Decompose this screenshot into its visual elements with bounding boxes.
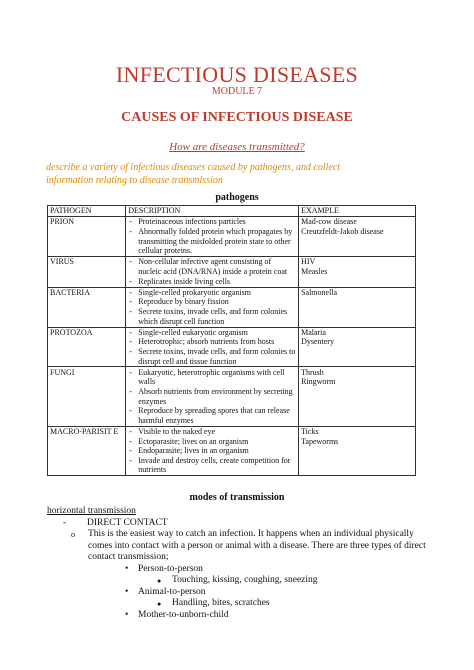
column-header-example: EXAMPLE: [299, 206, 416, 217]
table-header-row: [48, 206, 416, 217]
description-item: - Single-celled eukaryotic organism: [128, 328, 296, 338]
module-label: MODULE 7: [211, 86, 263, 97]
dot-marker: ●: [157, 577, 162, 585]
description-item: - Eukaryotic, heterotrophic organisms with cell walls: [128, 368, 296, 387]
pathogen-examples: [299, 257, 416, 287]
pathogen-name: VIRUS: [48, 257, 126, 287]
description-item: - Proteinaceous infections particles: [128, 217, 296, 227]
circle-marker: o: [71, 530, 75, 539]
example-item: Creutzfeldt-Jakob disease: [301, 227, 384, 237]
pathogen-name: PRION: [48, 217, 126, 257]
example-item: Tapeworms: [301, 436, 339, 446]
table-row: [48, 426, 416, 476]
pathogen-name: PROTOZOA: [48, 327, 126, 367]
list-item: [47, 610, 427, 622]
list-item: [47, 529, 427, 564]
example-item: Thrush: [301, 367, 324, 377]
pathogen-name: MACRO-PARISIT E: [48, 426, 126, 476]
animal-to-person-detail: Handling, bites, scratches: [172, 598, 270, 608]
description-item: - Abnormally folded protein which propagates by transmitting the misfolded protein state to other cellular proteins.: [128, 227, 296, 256]
table-row: [48, 217, 416, 257]
description-item: - Reproduce by binary fission: [128, 297, 296, 307]
column-header-description: DESCRIPTION: [126, 206, 299, 217]
description-item: - Invade and destroy cells, create competition for nutrients: [128, 456, 296, 475]
transmission-section: [47, 506, 427, 621]
direct-contact-label: DIRECT CONTACT: [87, 517, 168, 528]
pathogen-examples: [299, 367, 416, 426]
description-item: - Endoparasite; lives in an organism: [128, 446, 296, 456]
learning-objective: describe a variety of infectious diseases caused by pathogens, and collect information relating to disease transmission: [46, 162, 341, 186]
table-row: [48, 287, 416, 327]
list-item: [47, 575, 427, 587]
list-item: [47, 518, 427, 530]
section-title: CAUSES OF INFECTIOUS DISEASE: [121, 110, 353, 125]
direct-contact-description: This is the easiest way to catch an infection. It happens when an individual physically comes into contact with a person or animal with a disease. There are three types of direct contact transmission;: [88, 529, 426, 562]
column-header-pathogen: PATHOGEN: [48, 206, 126, 217]
pathogens-table: [47, 205, 416, 476]
pathogen-description: [126, 257, 299, 287]
person-to-person-label: Person-to-person: [138, 563, 203, 574]
description-item: - Secrete toxins, invade cells, and form colonies to disrupt cell and tissue function: [128, 347, 296, 366]
example-item: HIV: [301, 257, 316, 267]
bullet-marker: •: [125, 609, 129, 620]
page-title: INFECTIOUS DISEASES: [115, 62, 359, 87]
description-item: - Reproduce by spreading spores that can release harmful enzymes: [128, 406, 296, 425]
dot-marker: ●: [157, 600, 162, 608]
transmission-heading: modes of transmission: [189, 492, 285, 503]
person-to-person-detail: Touching, kissing, coughing, sneezing: [172, 575, 318, 585]
pathogen-description: [126, 217, 299, 257]
pathogen-description: [126, 426, 299, 476]
table-row: [48, 257, 416, 287]
example-item: Salmonella: [301, 287, 338, 297]
example-item: Ringworm: [301, 377, 336, 387]
example-item: Ticks: [301, 426, 319, 436]
pathogen-name: BACTERIA: [48, 287, 126, 327]
description-item: - Non-cellular infective agent consisting of nucleic acid (DNA/RNA) inside a protein coat: [128, 257, 296, 276]
list-item: [47, 587, 427, 599]
description-item: - Visible to the naked eye: [128, 427, 296, 437]
example-item: Dysentery: [301, 337, 334, 347]
pathogen-examples: [299, 287, 416, 327]
pathogen-description: [126, 287, 299, 327]
description-item: - Heterotrophic; absorb nutrients from hosts: [128, 337, 296, 347]
list-item: [47, 598, 427, 610]
pathogen-examples: [299, 426, 416, 476]
pathogen-description: [126, 367, 299, 426]
subsection-heading: horizontal transmission: [47, 506, 136, 516]
pathogen-description: [126, 327, 299, 367]
table-row: [48, 327, 416, 367]
description-item: - Replicates inside living cells: [128, 277, 296, 287]
pathogens-heading: pathogens: [215, 192, 259, 203]
bullet-marker: •: [125, 586, 129, 597]
pathogen-examples: [299, 327, 416, 367]
animal-to-person-label: Animal-to-person: [138, 586, 206, 597]
pathogen-name: FUNGI: [48, 367, 126, 426]
description-item: - Absorb nutrients from environment by secreting enzymes: [128, 387, 296, 406]
table-row: [48, 367, 416, 426]
pathogen-examples: [299, 217, 416, 257]
inquiry-question: How are diseases transmitted?: [169, 141, 305, 153]
mother-to-child-label: Mother-to-unborn-child: [138, 609, 229, 620]
description-item: - Ectoparasite; lives on an organism: [128, 437, 296, 447]
example-item: Malaria: [301, 327, 326, 337]
example-item: Measles: [301, 267, 328, 277]
description-item: - Single-celled prokaryotic organism: [128, 288, 296, 298]
dash-marker: -: [63, 517, 67, 528]
description-item: - Secrete toxins, invade cells, and form colonies which disrupt cell function: [128, 307, 296, 326]
bullet-marker: •: [125, 563, 129, 574]
example-item: Mad-cow disease: [301, 217, 357, 227]
list-item: [47, 564, 427, 576]
